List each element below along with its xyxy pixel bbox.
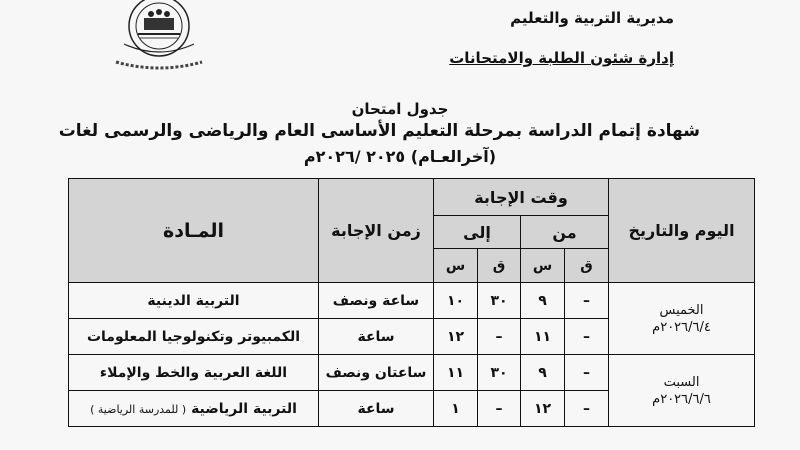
day-name: الخميس <box>659 302 704 318</box>
subject-name: التربية الرياضية <box>191 400 297 417</box>
table-row <box>69 355 755 391</box>
from-hour-cell: ٩ <box>521 355 565 391</box>
day-name: السبت <box>663 374 700 390</box>
day-date-cell <box>609 355 755 427</box>
header-to-minute: ق <box>478 249 521 283</box>
header-subject: المـادة <box>69 179 319 283</box>
to-hour-cell: ١١ <box>434 355 478 391</box>
subject-note: ( للمدرسة الرياضية ) <box>90 402 187 416</box>
ministry-logo <box>96 0 222 74</box>
exam-table <box>68 178 755 427</box>
from-hour-cell: ٩ <box>521 283 565 319</box>
subject-cell: الكمبيوتر وتكنولوجيا المعلومات <box>69 319 319 355</box>
from-minute-cell: – <box>565 355 609 391</box>
from-hour-cell: ١٢ <box>521 391 565 427</box>
header-duration: زمن الإجابة <box>319 179 434 283</box>
from-minute-cell: – <box>565 319 609 355</box>
header-from: من <box>521 216 609 249</box>
subject-cell: اللغة العربية والخط والإملاء <box>69 355 319 391</box>
table-row <box>69 283 755 319</box>
day-date-cell <box>609 283 755 355</box>
header-day-date: اليوم والتاريخ <box>609 179 755 283</box>
exam-date: ٢٠٢٦/٦/٦م <box>652 391 711 407</box>
subject-cell: التربية الدينية <box>69 283 319 319</box>
schedule-title: جدول امتحان <box>351 100 449 118</box>
duration-cell: ساعتان ونصف <box>319 355 434 391</box>
to-minute-cell: ٣٠ <box>478 283 521 319</box>
header-from-hour: س <box>521 249 565 283</box>
from-hour-cell: ١١ <box>521 319 565 355</box>
header-to-hour: س <box>434 249 478 283</box>
duration-cell: ساعة <box>319 391 434 427</box>
academic-year: (آخرالعـام) ٢٠٢٥ /٢٠٢٦م <box>303 147 497 166</box>
subject-cell <box>69 391 319 427</box>
department-name: إدارة شئون الطلبة والامتحانات <box>449 49 674 67</box>
to-minute-cell: ٣٠ <box>478 355 521 391</box>
to-minute-cell: – <box>478 391 521 427</box>
from-minute-cell: – <box>565 283 609 319</box>
to-hour-cell: ١٢ <box>434 319 478 355</box>
header-answer-time: وقت الإجابة <box>434 179 609 216</box>
to-hour-cell: ١٠ <box>434 283 478 319</box>
from-minute-cell: – <box>565 391 609 427</box>
exam-date: ٢٠٢٦/٦/٤م <box>652 319 711 335</box>
header-to: إلى <box>434 216 521 249</box>
to-minute-cell: – <box>478 319 521 355</box>
duration-cell: ساعة ونصف <box>319 283 434 319</box>
certificate-title: شهادة إتمام الدراسة بمرحلة التعليم الأساسى العام والرياضى والرسمى لغات <box>58 121 700 141</box>
to-hour-cell: ١ <box>434 391 478 427</box>
directorate-name: مديرية التربية والتعليم <box>510 9 674 27</box>
header-from-minute: ق <box>565 249 609 283</box>
duration-cell: ساعة <box>319 319 434 355</box>
